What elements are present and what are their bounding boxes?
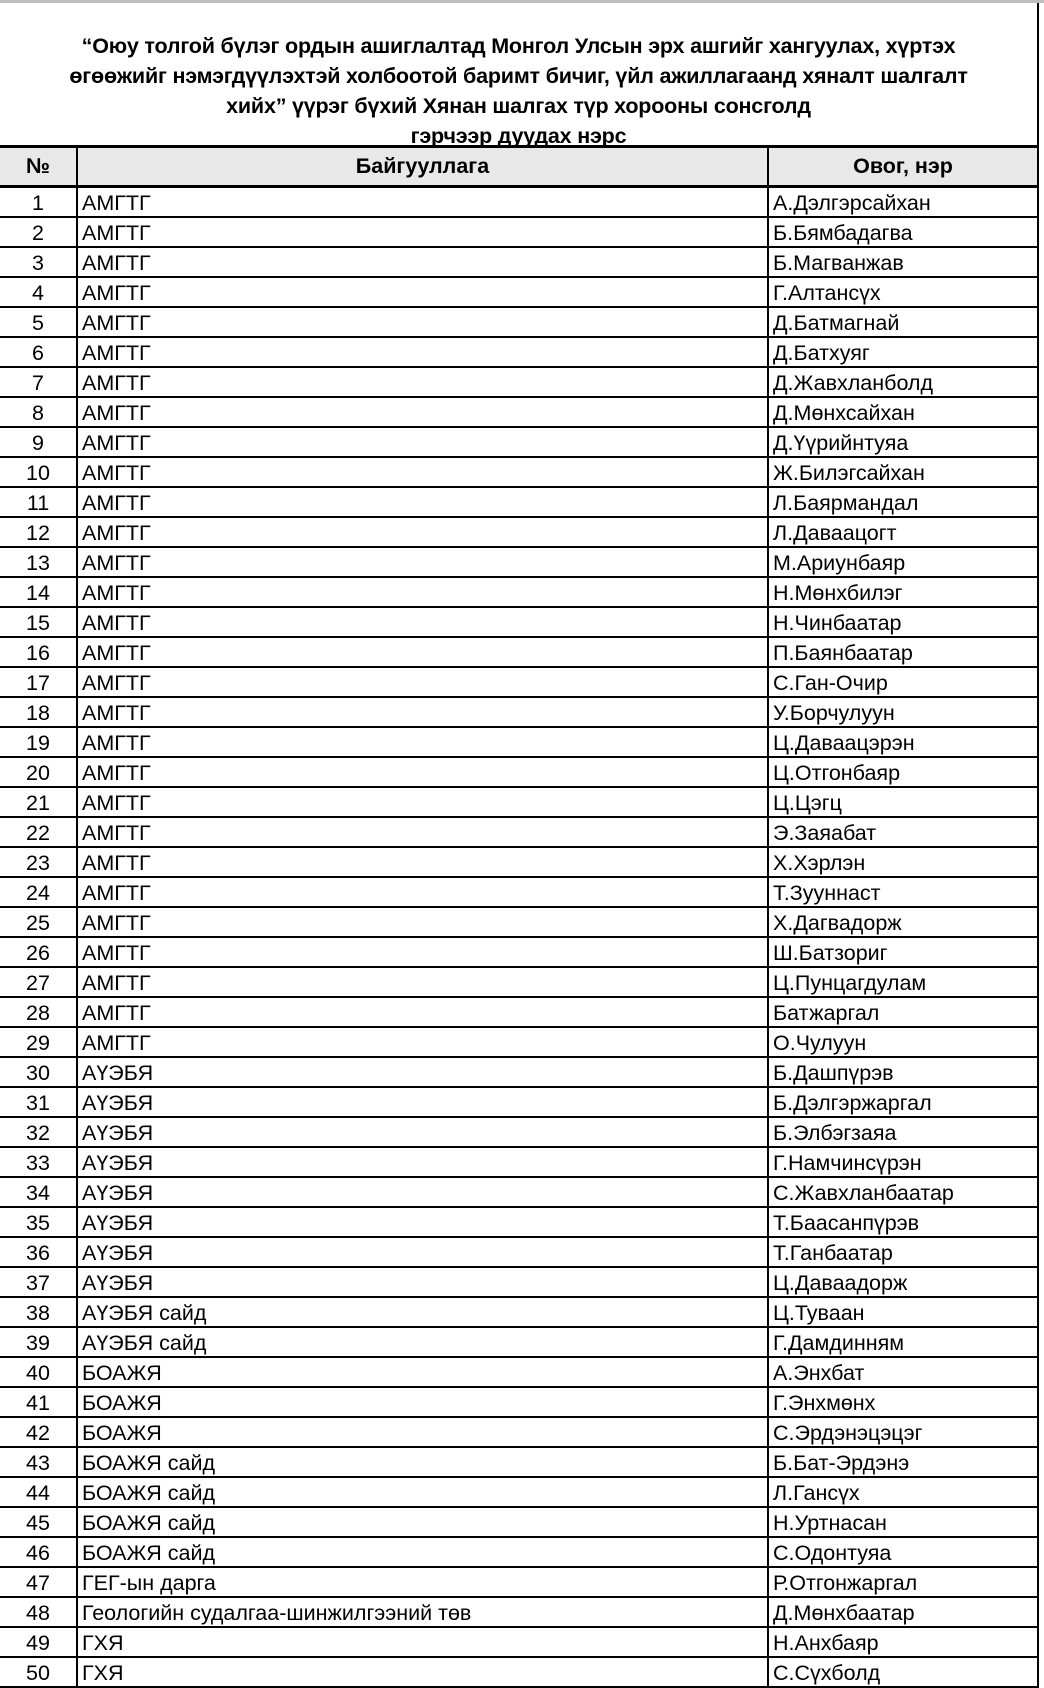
row-number: 1 (0, 187, 77, 218)
row-number: 38 (0, 1297, 77, 1327)
table-row (0, 937, 1037, 967)
title-line: “Оюу толгой бүлэг ордын ашиглалтад Монгол Улсын эрх ашгийг хангуулах, хүртэх (81, 34, 956, 58)
row-name: Б.Элбэгзаяа (768, 1117, 1037, 1147)
table-row (0, 1507, 1037, 1537)
row-organization: АҮЭБЯ (77, 1147, 768, 1177)
row-organization: АМГТГ (77, 667, 768, 697)
table-row (0, 607, 1037, 637)
row-organization: БОАЖЯ сайд (77, 1447, 768, 1477)
row-organization: АМГТГ (77, 727, 768, 757)
row-organization: АҮЭБЯ сайд (77, 1327, 768, 1357)
row-name: Н.Мөнхбилэг (768, 577, 1037, 607)
table-row (0, 1627, 1037, 1657)
row-name: Ц.Отгонбаяр (768, 757, 1037, 787)
row-number: 39 (0, 1327, 77, 1357)
row-name: Д.Батмагнай (768, 307, 1037, 337)
row-organization: АМГТГ (77, 397, 768, 427)
table-row (0, 1087, 1037, 1117)
row-name: У.Борчулуун (768, 697, 1037, 727)
table-row (0, 1177, 1037, 1207)
row-name: О.Чулуун (768, 1027, 1037, 1057)
row-number: 25 (0, 907, 77, 937)
row-number: 10 (0, 457, 77, 487)
witness-table (0, 145, 1037, 1688)
table-row (0, 187, 1037, 218)
row-name: Л.Гансүх (768, 1477, 1037, 1507)
table-row (0, 877, 1037, 907)
row-name: Б.Бат-Эрдэнэ (768, 1447, 1037, 1477)
table-row (0, 1207, 1037, 1237)
row-number: 6 (0, 337, 77, 367)
row-number: 26 (0, 937, 77, 967)
row-organization: АМГТГ (77, 277, 768, 307)
row-number: 28 (0, 997, 77, 1027)
title-line: гэрчээр дуудах нэрс (410, 124, 627, 148)
row-number: 9 (0, 427, 77, 457)
row-organization: АМГТГ (77, 847, 768, 877)
row-name: Ц.Туваан (768, 1297, 1037, 1327)
row-number: 20 (0, 757, 77, 787)
row-organization: АҮЭБЯ (77, 1267, 768, 1297)
table-row (0, 1027, 1037, 1057)
table-row (0, 577, 1037, 607)
row-number: 40 (0, 1357, 77, 1387)
table-row (0, 1117, 1037, 1147)
row-number: 44 (0, 1477, 77, 1507)
row-organization: АМГТГ (77, 997, 768, 1027)
table-header-row (0, 147, 1037, 187)
row-name: Х.Дагвадорж (768, 907, 1037, 937)
row-name: С.Жавхланбаатар (768, 1177, 1037, 1207)
row-organization: АМГТГ (77, 307, 768, 337)
row-name: Г.Энхмөнх (768, 1387, 1037, 1417)
table-row (0, 1057, 1037, 1087)
row-organization: АМГТГ (77, 877, 768, 907)
row-organization: АҮЭБЯ (77, 1087, 768, 1117)
row-organization: БОАЖЯ (77, 1417, 768, 1447)
title-line: хийх” үүрэг бүхий Хянан шалгах түр хорооны сонсголд (226, 94, 811, 118)
row-name: Б.Бямбадагва (768, 217, 1037, 247)
row-name: Т.Баасанпүрэв (768, 1207, 1037, 1237)
row-number: 32 (0, 1117, 77, 1147)
row-organization: ГЕГ-ын дарга (77, 1567, 768, 1597)
table-row (0, 787, 1037, 817)
row-name: Г.Алтансүх (768, 277, 1037, 307)
table-row (0, 697, 1037, 727)
row-name: Т.Зууннаст (768, 877, 1037, 907)
table-row (0, 337, 1037, 367)
table-row (0, 1417, 1037, 1447)
table-row (0, 247, 1037, 277)
table-row (0, 727, 1037, 757)
row-number: 48 (0, 1597, 77, 1627)
row-organization: Геологийн судалгаа-шинжилгээний төв (77, 1597, 768, 1627)
row-number: 13 (0, 547, 77, 577)
header-name: Овог, нэр (768, 147, 1037, 187)
table-row (0, 277, 1037, 307)
table-row (0, 1447, 1037, 1477)
row-number: 42 (0, 1417, 77, 1447)
row-organization: АМГТГ (77, 1027, 768, 1057)
table-row (0, 907, 1037, 937)
table-row (0, 967, 1037, 997)
row-name: С.Ган-Очир (768, 667, 1037, 697)
row-number: 37 (0, 1267, 77, 1297)
row-organization: АМГТГ (77, 517, 768, 547)
row-organization: АҮЭБЯ (77, 1207, 768, 1237)
table-row (0, 367, 1037, 397)
row-name: Д.Үүрийнтуяа (768, 427, 1037, 457)
row-name: Л.Баярмандал (768, 487, 1037, 517)
row-name: Батжаргал (768, 997, 1037, 1027)
row-number: 11 (0, 487, 77, 517)
table-row (0, 1567, 1037, 1597)
row-organization: АМГТГ (77, 217, 768, 247)
table-row (0, 307, 1037, 337)
row-name: Ц.Даваацэрэн (768, 727, 1037, 757)
row-name: А.Дэлгэрсайхан (768, 187, 1037, 218)
row-organization: АМГТГ (77, 937, 768, 967)
document-title (0, 3, 1037, 148)
table-row (0, 427, 1037, 457)
row-name: Л.Даваацогт (768, 517, 1037, 547)
table-row (0, 1297, 1037, 1327)
row-number: 17 (0, 667, 77, 697)
row-organization: АМГТГ (77, 757, 768, 787)
table-row (0, 1267, 1037, 1297)
table-row (0, 1357, 1037, 1387)
row-number: 22 (0, 817, 77, 847)
row-name: Н.Анхбаяр (768, 1627, 1037, 1657)
table-row (0, 1477, 1037, 1507)
row-organization: АҮЭБЯ (77, 1237, 768, 1267)
row-organization: АМГТГ (77, 697, 768, 727)
table-row (0, 847, 1037, 877)
row-number: 45 (0, 1507, 77, 1537)
row-number: 36 (0, 1237, 77, 1267)
row-number: 5 (0, 307, 77, 337)
row-name: Т.Ганбаатар (768, 1237, 1037, 1267)
row-organization: АМГТГ (77, 187, 768, 218)
row-number: 7 (0, 367, 77, 397)
table-row (0, 757, 1037, 787)
table-row (0, 517, 1037, 547)
row-name: Р.Отгонжаргал (768, 1567, 1037, 1597)
row-organization: АМГТГ (77, 337, 768, 367)
row-number: 2 (0, 217, 77, 247)
row-number: 8 (0, 397, 77, 427)
row-name: Х.Хэрлэн (768, 847, 1037, 877)
row-name: Э.Заяабат (768, 817, 1037, 847)
row-organization: АМГТГ (77, 637, 768, 667)
row-name: Д.Батхуяг (768, 337, 1037, 367)
row-number: 46 (0, 1537, 77, 1567)
row-name: Б.Дэлгэржаргал (768, 1087, 1037, 1117)
table-row (0, 1327, 1037, 1357)
row-number: 12 (0, 517, 77, 547)
row-organization: АМГТГ (77, 247, 768, 277)
document-sheet (0, 3, 1039, 1688)
row-name: Ц.Цэгц (768, 787, 1037, 817)
row-number: 35 (0, 1207, 77, 1237)
table-row (0, 397, 1037, 427)
row-organization: АМГТГ (77, 367, 768, 397)
row-organization: БОАЖЯ сайд (77, 1507, 768, 1537)
row-organization: АМГТГ (77, 967, 768, 997)
row-number: 47 (0, 1567, 77, 1597)
row-organization: БОАЖЯ сайд (77, 1537, 768, 1567)
row-organization: АМГТГ (77, 577, 768, 607)
row-number: 16 (0, 637, 77, 667)
row-name: Г.Намчинсүрэн (768, 1147, 1037, 1177)
table-row (0, 667, 1037, 697)
row-name: Ц.Даваадорж (768, 1267, 1037, 1297)
row-name: С.Одонтуяа (768, 1537, 1037, 1567)
row-organization: АМГТГ (77, 547, 768, 577)
row-organization: БОАЖЯ (77, 1387, 768, 1417)
row-name: Н.Уртнасан (768, 1507, 1037, 1537)
row-number: 41 (0, 1387, 77, 1417)
header-organization: Байгууллага (77, 147, 768, 187)
row-organization: АМГТГ (77, 457, 768, 487)
table-row (0, 997, 1037, 1027)
table-row (0, 1387, 1037, 1417)
row-number: 29 (0, 1027, 77, 1057)
row-number: 3 (0, 247, 77, 277)
row-name: Ш.Батзориг (768, 937, 1037, 967)
row-name: С.Сүхболд (768, 1657, 1037, 1687)
row-number: 31 (0, 1087, 77, 1117)
header-number: № (0, 147, 77, 187)
row-organization: ГХЯ (77, 1657, 768, 1687)
row-number: 15 (0, 607, 77, 637)
row-organization: АҮЭБЯ (77, 1117, 768, 1147)
title-line: өгөөжийг нэмэгдүүлэхтэй холбоотой баримт бичиг, үйл ажиллагаанд хяналт шалгалт (69, 64, 968, 88)
row-number: 14 (0, 577, 77, 607)
row-number: 34 (0, 1177, 77, 1207)
row-organization: АМГТГ (77, 427, 768, 457)
row-number: 30 (0, 1057, 77, 1087)
table-row (0, 1657, 1037, 1687)
row-name: Д.Мөнхбаатар (768, 1597, 1037, 1627)
row-name: Ж.Билэгсайхан (768, 457, 1037, 487)
row-name: Д.Жавхланболд (768, 367, 1037, 397)
row-number: 21 (0, 787, 77, 817)
row-organization: АМГТГ (77, 607, 768, 637)
row-organization: АМГТГ (77, 487, 768, 517)
row-organization: БОАЖЯ (77, 1357, 768, 1387)
row-name: Г.Дамдинням (768, 1327, 1037, 1357)
table-row (0, 547, 1037, 577)
row-organization: АМГТГ (77, 787, 768, 817)
row-organization: АҮЭБЯ (77, 1057, 768, 1087)
table-row (0, 1537, 1037, 1567)
row-name: Д.Мөнхсайхан (768, 397, 1037, 427)
row-number: 4 (0, 277, 77, 307)
row-name: Б.Магванжав (768, 247, 1037, 277)
row-name: Б.Дашпүрэв (768, 1057, 1037, 1087)
row-organization: АҮЭБЯ сайд (77, 1297, 768, 1327)
table-row (0, 1147, 1037, 1177)
table-row (0, 1237, 1037, 1267)
row-name: М.Ариунбаяр (768, 547, 1037, 577)
row-number: 23 (0, 847, 77, 877)
table-row (0, 217, 1037, 247)
row-number: 33 (0, 1147, 77, 1177)
row-number: 49 (0, 1627, 77, 1657)
row-name: Ц.Пунцагдулам (768, 967, 1037, 997)
row-name: С.Эрдэнэцэцэг (768, 1417, 1037, 1447)
row-name: А.Энхбат (768, 1357, 1037, 1387)
row-organization: АМГТГ (77, 817, 768, 847)
row-name: П.Баянбаатар (768, 637, 1037, 667)
row-number: 19 (0, 727, 77, 757)
row-number: 18 (0, 697, 77, 727)
row-number: 27 (0, 967, 77, 997)
table-row (0, 817, 1037, 847)
table-row (0, 637, 1037, 667)
row-name: Н.Чинбаатар (768, 607, 1037, 637)
table-row (0, 457, 1037, 487)
row-number: 24 (0, 877, 77, 907)
table-row (0, 487, 1037, 517)
table-row (0, 1597, 1037, 1627)
row-organization: БОАЖЯ сайд (77, 1477, 768, 1507)
row-organization: ГХЯ (77, 1627, 768, 1657)
row-number: 43 (0, 1447, 77, 1477)
row-number: 50 (0, 1657, 77, 1687)
row-organization: АҮЭБЯ (77, 1177, 768, 1207)
row-organization: АМГТГ (77, 907, 768, 937)
